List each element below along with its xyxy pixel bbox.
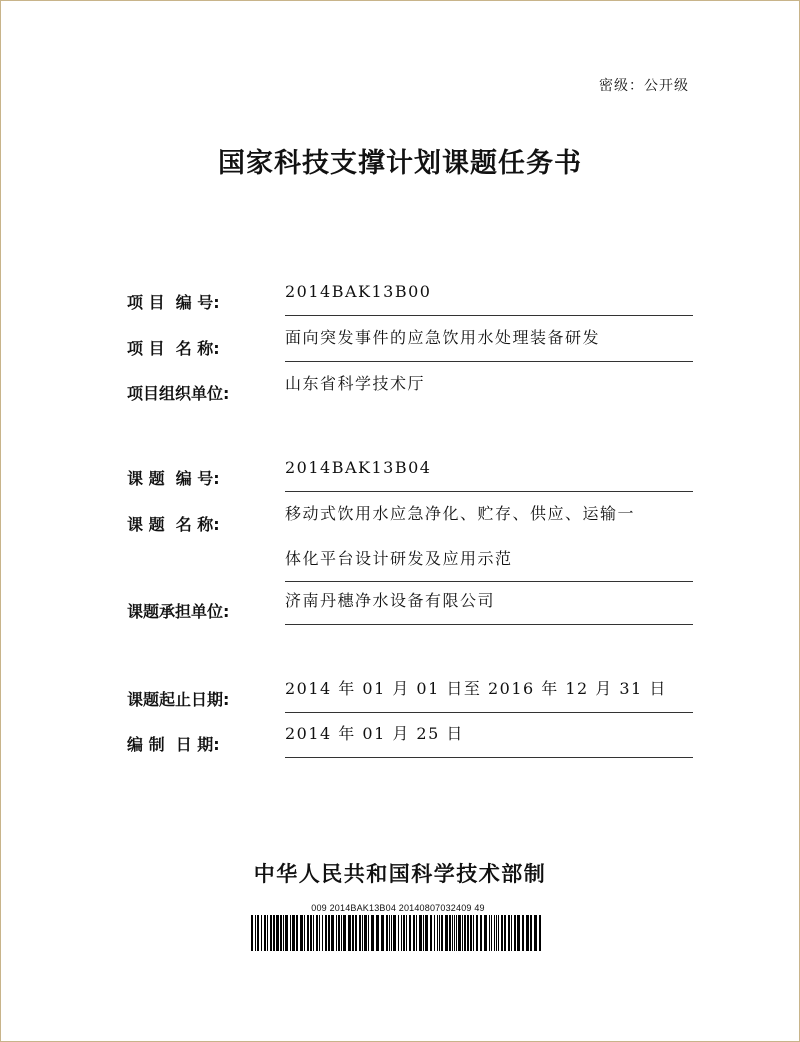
topic-name-label: 课 题 名 称:: [127, 515, 220, 534]
secrecy-level: 密级：公开级: [599, 78, 689, 94]
project-name-label: 项 目 名 称:: [127, 339, 220, 358]
project-number-value: 2014BAK13B00: [285, 269, 693, 316]
compiled-date-label: 编 制 日 期:: [127, 735, 220, 754]
barcode-image: [251, 915, 545, 951]
issuer-line: 中华人民共和国科学技术部制: [253, 862, 547, 886]
document-title: 国家科技支撑计划课题任务书: [218, 148, 582, 179]
topic-name-value: [285, 491, 693, 582]
topic-number-label: 课 题 编 号:: [127, 469, 220, 488]
topic-name-line-1: 移动式饮用水应急净化、贮存、供应、运输一: [285, 504, 636, 523]
project-org-label: 项目组织单位:: [127, 384, 230, 403]
project-number-label: 项 目 编 号:: [127, 293, 220, 312]
topic-unit-value: 济南丹穗净水设备有限公司: [285, 578, 693, 625]
project-org-value: 山东省科学技术厅: [285, 374, 426, 393]
topic-period-value: 2014 年 01 月 01 日至 2016 年 12 月 31 日: [285, 666, 693, 713]
topic-period-label: 课题起止日期:: [127, 690, 230, 709]
topic-unit-label: 课题承担单位:: [127, 602, 230, 621]
topic-number-value: 2014BAK13B04: [285, 445, 693, 492]
compiled-date-value: 2014 年 01 月 25 日: [285, 711, 693, 758]
topic-name-line-2: 体化平台设计研发及应用示范: [285, 549, 513, 568]
barcode-number: 009 2014BAK13B04 20140807032409 49: [311, 903, 485, 913]
project-name-value: 面向突发事件的应急饮用水处理装备研发: [285, 315, 693, 362]
